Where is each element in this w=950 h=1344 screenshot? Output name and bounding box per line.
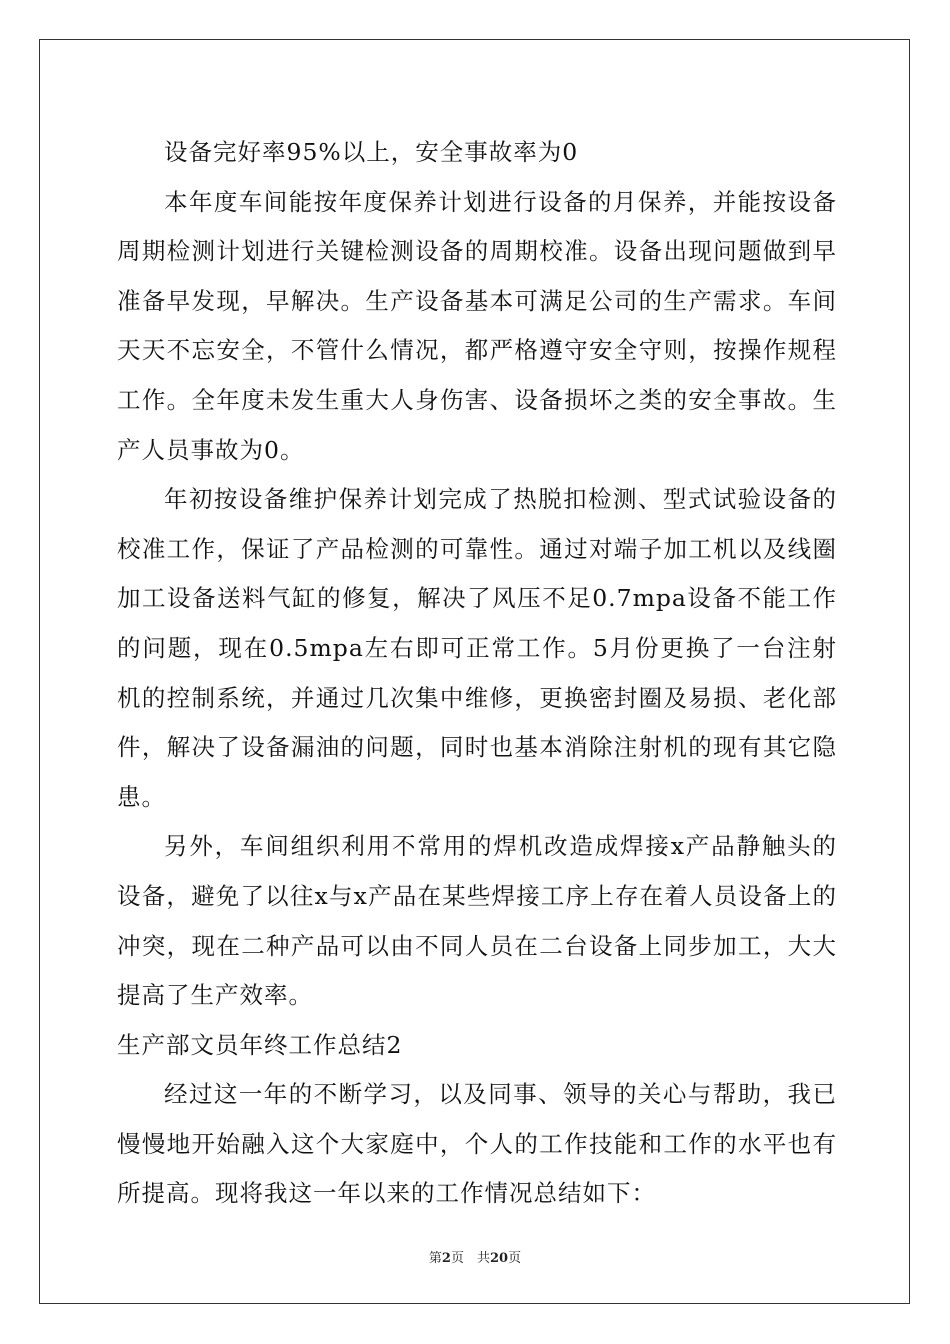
paragraph-1: 设备完好率95%以上，安全事故率为0: [164, 138, 579, 166]
footer-suffix: 页: [508, 1251, 522, 1266]
footer-mid: 页 共: [450, 1251, 490, 1266]
footer-page-total: 20: [489, 1251, 509, 1266]
section-heading: 生产部文员年终工作总结2: [117, 1030, 403, 1059]
paragraph-4: 另外，车间组织利用不常用的焊机改造成焊接x产品静触头的设备，避免了以往x与x产品在某些焊接工序上存在着人员设备上的冲突，现在二种产品可以由不同人员在二台设备上同步加工，大大提高了生产效率。: [117, 832, 837, 1010]
footer-page-current: 2: [441, 1251, 451, 1266]
paragraph-5: 经过这一年的不断学习，以及同事、领导的关心与帮助，我已慢慢地开始融入这个大家庭中，个人的工作技能和工作的水平也有所提高。现将我这一年以来的工作情况总结如下：: [117, 1080, 837, 1208]
page-footer: [0, 1247, 950, 1266]
document-body: [117, 128, 837, 1219]
footer-prefix: 第: [428, 1251, 442, 1266]
paragraph-2: 本年度车间能按年度保养计划进行设备的月保养，并能按设备周期检测计划进行关键检测设备的周期校准。设备出现问题做到早准备早发现，早解决。生产设备基本可满足公司的生产需求。车间天天不忘安全，不管什么情况，都严格遵守安全守则，按操作规程工作。全年度未发生重大人身伤害、设备损坏之类的安全事故。生产人员事故为0。: [117, 187, 837, 464]
paragraph-3: 年初按设备维护保养计划完成了热脱扣检测、型式试验设备的校准工作，保证了产品检测的可靠性。通过对端子加工机以及线圈加工设备送料气缸的修复，解决了风压不足0.7mpa设备不能工作的问题，现在0.5mpa左右即可正常工作。5月份更换了一台注射机的控制系统，并通过几次集中维修，更换密封圈及易损、老化部件，解决了设备漏油的问题，同时也基本消除注射机的现有其它隐患。: [117, 485, 837, 811]
